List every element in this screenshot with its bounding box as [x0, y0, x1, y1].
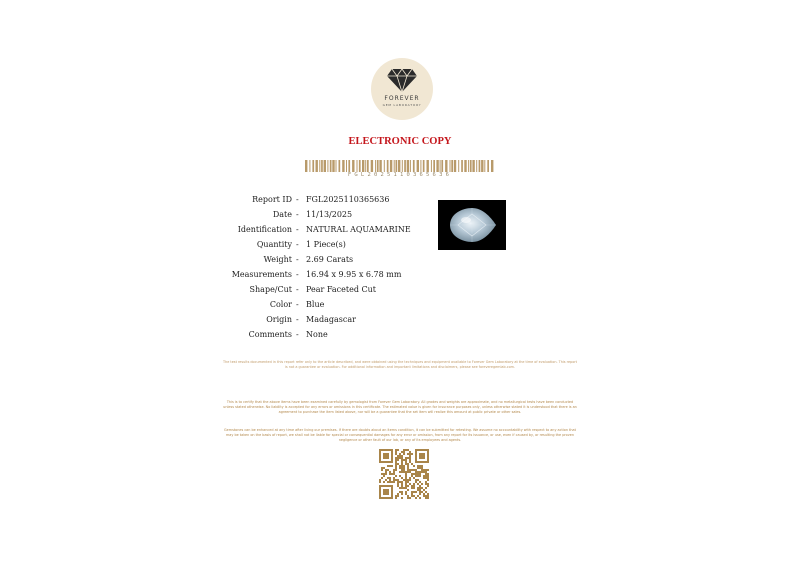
detail-separator: -	[296, 300, 299, 309]
detail-label: Origin	[266, 315, 292, 324]
detail-separator: -	[296, 315, 299, 324]
detail-separator: -	[296, 240, 299, 249]
liability-paragraph: Gemstones can be enhanced at any time after living our premises. If there are doubts about an items condition, it can be submitted for retesting. We assume no accountability with respect to any action that may be taken on the basis of report, we shall not be liable for special or consequential damages for any error or omission, from any report for its issuance, or use, even if caused by, or resulting the proven negligence or other fault of our lab, or any of its employees and agents.	[224, 428, 576, 442]
detail-row-identification	[150, 225, 450, 240]
detail-value: Pear Faceted Cut	[306, 285, 376, 294]
detail-row-comments	[150, 330, 450, 345]
logo-tagline: GEM LABORATORY	[382, 103, 422, 107]
detail-row-origin	[150, 315, 450, 330]
detail-value: 11/13/2025	[306, 210, 353, 219]
disclaimer-paragraph: The test results documented in this report refer only to the article described, and were obtained using the techniques and equipment available to Forever Gem Laboratory at the time of evaluation. This report is not a guarantee or evaluation. For additional information and important limitations and disclaimers, please see foreveregemlab.com.	[223, 360, 577, 369]
detail-label: Shape/Cut	[249, 285, 292, 294]
verification-qr-code[interactable]	[379, 449, 429, 499]
detail-value: None	[306, 330, 328, 339]
detail-row-weight	[150, 255, 450, 270]
detail-separator: -	[296, 225, 299, 234]
detail-row-date	[150, 210, 450, 225]
detail-label: Comments	[248, 330, 292, 339]
detail-row-quantity	[150, 240, 450, 255]
detail-value: 2.69 Carats	[306, 255, 354, 264]
detail-value: 16.94 x 9.95 x 6.78 mm	[306, 270, 402, 279]
detail-separator: -	[296, 285, 299, 294]
detail-value: FGL2025110365636	[306, 195, 390, 204]
diamond-icon	[386, 66, 418, 94]
detail-value: Madagascar	[306, 315, 356, 324]
detail-value: Blue	[306, 300, 325, 309]
detail-separator: -	[296, 195, 299, 204]
detail-label: Identification	[237, 225, 292, 234]
detail-row-measurements	[150, 270, 450, 285]
detail-label: Color	[269, 300, 292, 309]
gemstone-photo	[438, 200, 506, 250]
detail-label: Report ID	[252, 195, 292, 204]
detail-separator: -	[296, 270, 299, 279]
detail-label: Measurements	[231, 270, 292, 279]
detail-separator: -	[296, 255, 299, 264]
logo-brand-text: FOREVER	[384, 95, 420, 102]
detail-value: 1 Piece(s)	[306, 240, 346, 249]
barcode-text: FGL2025110365636	[347, 172, 453, 178]
detail-row-report-id	[150, 195, 450, 210]
detail-row-color	[150, 300, 450, 315]
detail-label: Quantity	[256, 240, 292, 249]
detail-label: Date	[272, 210, 292, 219]
detail-value: NATURAL AQUAMARINE	[306, 225, 411, 234]
lab-logo	[371, 58, 433, 120]
electronic-copy-banner: ELECTRONIC COPY	[348, 136, 452, 147]
certification-paragraph: This is to certify that the above items have been examined carefully by gemologist from Forever Gem Laboratory. All grades and weights are approximate, and no metallurgical tests have been conducted unless stated otherwise. No liability is accepted for any errors or omissions in this certificate. The estimated value is given for insurance purposes only, unless otherwise stated it is understood that there is an agreement to purchase the item listed above, nor will be a guarantee that the set item will realize this amount at public private or other sales.	[223, 400, 577, 414]
detail-row-shape-cut	[150, 285, 450, 300]
detail-separator: -	[296, 210, 299, 219]
barcode	[305, 160, 495, 172]
detail-separator: -	[296, 330, 299, 339]
detail-label: Weight	[263, 255, 292, 264]
